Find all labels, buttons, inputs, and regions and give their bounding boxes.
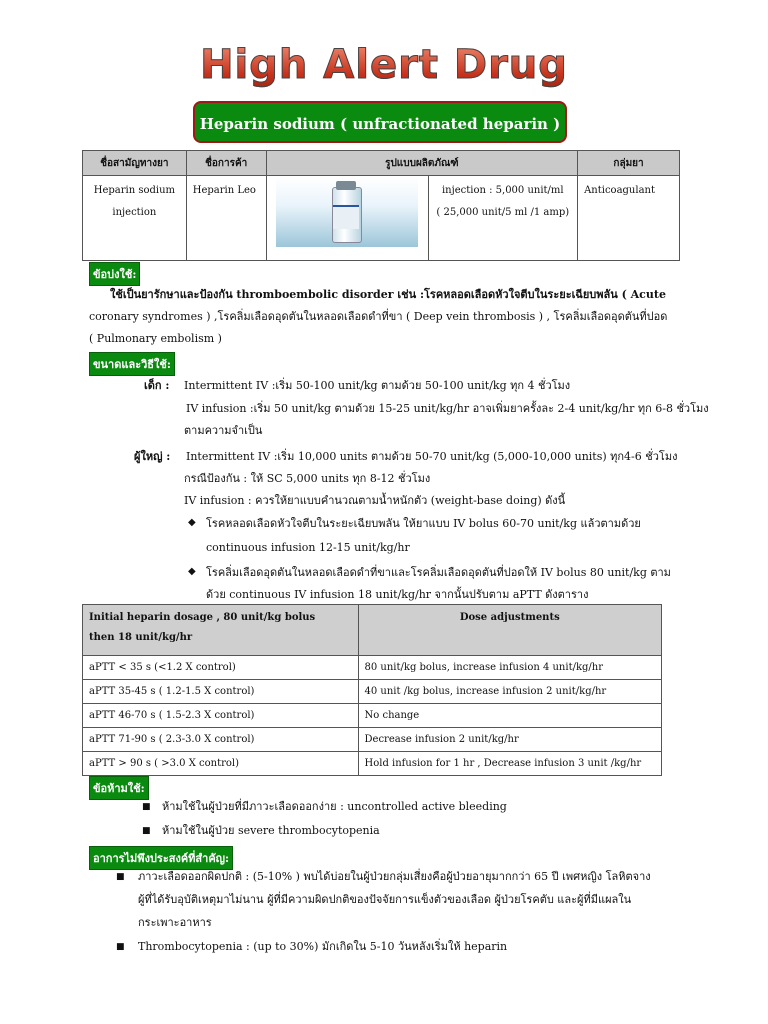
contraindication-item: ห้ามใช้ในผู้ป่วย severe thrombocytopenia <box>162 824 380 837</box>
adult-dose-line: IV infusion : ควรให้ยาแบบคำนวณตามน้ำหนักตัว (weight-base doing) ดังนี้ <box>184 494 566 507</box>
table-row <box>83 704 662 728</box>
product-form-cell <box>428 176 578 261</box>
adjustment-cell: Decrease infusion 2 unit/kg/hr <box>358 728 661 752</box>
adult-label: ผู้ใหญ่ : <box>134 450 171 463</box>
aptt-cell: aPTT 35-45 s ( 1.2-1.5 X control) <box>83 680 359 704</box>
page-title: High Alert Drug <box>0 42 768 88</box>
bullet-text: โรคลิ่มเลือดอุดตันในหลอดเลือดดำที่ขาและโรคลิ่มเลือดอุดตันที่ปอดให้ IV bolus 80 unit/kg ตาม <box>206 566 671 579</box>
indications-header: ข้อบ่งใช้: <box>89 262 140 286</box>
adverse-item: ภาวะเลือดออกผิดปกติ : (5-10% ) พบได้บ่อยในผู้ป่วยกลุ่มเสี่ยงคือผู้ป่วยอายุมากกว่า 65 ปี เพศหญิง โลหิตจาง <box>138 870 651 883</box>
product-form-line: ( 25,000 unit/5 ml /1 amp) <box>436 207 570 218</box>
diamond-bullet-icon: ◆ <box>188 566 196 577</box>
adverse-item: ผู้ที่ได้รับอุบัติเหตุมาไม่นาน ผู้ที่มีความผิดปกติของปัจจัยการแข็งตัวของเลือด ผู้ป่วยโรคตับ และผู้ที่มีแผลใน <box>138 893 632 906</box>
diamond-bullet-icon: ◆ <box>188 517 196 528</box>
generic-name-line: injection <box>112 207 157 218</box>
dose-table-header-line: Initial heparin dosage , 80 unit/kg bolus <box>89 612 316 623</box>
dose-table-header-left <box>83 605 359 656</box>
table-row <box>83 656 662 680</box>
aptt-cell: aPTT > 90 s ( >3.0 X control) <box>83 752 359 776</box>
dose-adjustment-table <box>82 604 662 776</box>
adult-dose-line: กรณีป้องกัน : ให้ SC 5,000 units ทุก 8-12 ชั่วโมง <box>184 472 431 485</box>
adult-dose-line: Intermittent IV :เริ่ม 10,000 units ตามด้วย 50-70 unit/kg (5,000-10,000 units) ทุก4-6 ชั่วโมง <box>186 450 678 463</box>
adjustment-cell: No change <box>358 704 661 728</box>
square-bullet-icon: ■ <box>142 826 151 836</box>
bullet-text: ด้วย continuous IV infusion 18 unit/kg/hr จากนั้นปรับตาม aPTT ดังตาราง <box>206 588 589 601</box>
trade-name-cell: Heparin Leo <box>186 176 266 261</box>
vial-image <box>276 177 418 247</box>
header-product-form: รูปแบบผลิตภัณฑ์ <box>266 151 577 176</box>
product-form-line: injection : 5,000 unit/ml <box>441 185 564 196</box>
drug-group-cell: Anticoagulant <box>578 176 680 261</box>
bullet-text: continuous infusion 12-15 unit/kg/hr <box>206 541 410 554</box>
drug-name-banner: Heparin sodium ( unfractionated heparin ) <box>193 101 567 143</box>
header-generic-name: ชื่อสามัญทางยา <box>83 151 187 176</box>
product-table <box>82 150 680 261</box>
child-dose-line: ตามความจำเป็น <box>184 424 263 437</box>
adverse-header: อาการไม่พึงประสงค์ที่สำคัญ: <box>89 846 233 870</box>
generic-name-cell <box>83 176 187 261</box>
adjustment-cell: Hold infusion for 1 hr , Decrease infusion 3 unit /kg/hr <box>358 752 661 776</box>
header-trade-name: ชื่อการค้า <box>186 151 266 176</box>
aptt-cell: aPTT 46-70 s ( 1.5-2.3 X control) <box>83 704 359 728</box>
adverse-item: Thrombocytopenia : (up to 30%) มักเกิดใน 5-10 วันหลังเริ่มให้ heparin <box>138 940 508 953</box>
square-bullet-icon: ■ <box>142 802 151 812</box>
indications-line: ใช้เป็นยารักษาและป้องกัน thromboembolic disorder เช่น :โรคหลอดเลือดหัวใจตีบในระยะเฉียบพลัน ( Acute <box>110 288 666 301</box>
aptt-cell: aPTT 71-90 s ( 2.3-3.0 X control) <box>83 728 359 752</box>
generic-name-line: Heparin sodium <box>93 185 176 196</box>
bullet-text: โรคหลอดเลือดหัวใจตีบในระยะเฉียบพลัน ให้ยาแบบ IV bolus 60-70 unit/kg แล้วตามด้วย <box>206 517 641 530</box>
adverse-item: กระเพาะอาหาร <box>138 916 212 929</box>
child-dose-line: Intermittent IV :เริ่ม 50-100 unit/kg ตามด้วย 50-100 unit/kg ทุก 4 ชั่วโมง <box>184 379 571 392</box>
adjustment-cell: 80 unit/kg bolus, increase infusion 4 unit/kg/hr <box>358 656 661 680</box>
table-row <box>83 728 662 752</box>
header-drug-group: กลุ่มยา <box>578 151 680 176</box>
indications-line: ( Pulmonary embolism ) <box>89 332 222 345</box>
dosage-header: ขนาดและวิธีใช้: <box>89 352 175 376</box>
dose-table-header-line: then 18 unit/kg/hr <box>89 632 193 643</box>
child-dose-line: IV infusion :เริ่ม 50 unit/kg ตามด้วย 15-25 unit/kg/hr อาจเพิ่มยาครั้งละ 2-4 unit/kg/hr ทุก 6-8 ชั่วโมง <box>186 402 709 415</box>
child-label: เด็ก : <box>144 379 170 392</box>
square-bullet-icon: ■ <box>116 872 125 882</box>
dose-table-header-right: Dose adjustments <box>358 605 661 656</box>
indications-line: coronary syndromes ) ,โรคลิ่มเลือดอุดตันในหลอดเลือดดำที่ขา ( Deep vein thrombosis ) , โรคลิ่มเลือดอุดตันที่ปอด <box>89 310 668 323</box>
contraindications-header: ข้อห้ามใช้: <box>89 776 149 800</box>
table-row <box>83 680 662 704</box>
table-row <box>83 752 662 776</box>
contraindication-item: ห้ามใช้ในผู้ป่วยที่มีภาวะเลือดออกง่าย : uncontrolled active bleeding <box>162 800 507 813</box>
square-bullet-icon: ■ <box>116 942 125 952</box>
product-photo-cell <box>266 176 428 261</box>
adjustment-cell: 40 unit /kg bolus, increase infusion 2 unit/kg/hr <box>358 680 661 704</box>
aptt-cell: aPTT < 35 s (<1.2 X control) <box>83 656 359 680</box>
